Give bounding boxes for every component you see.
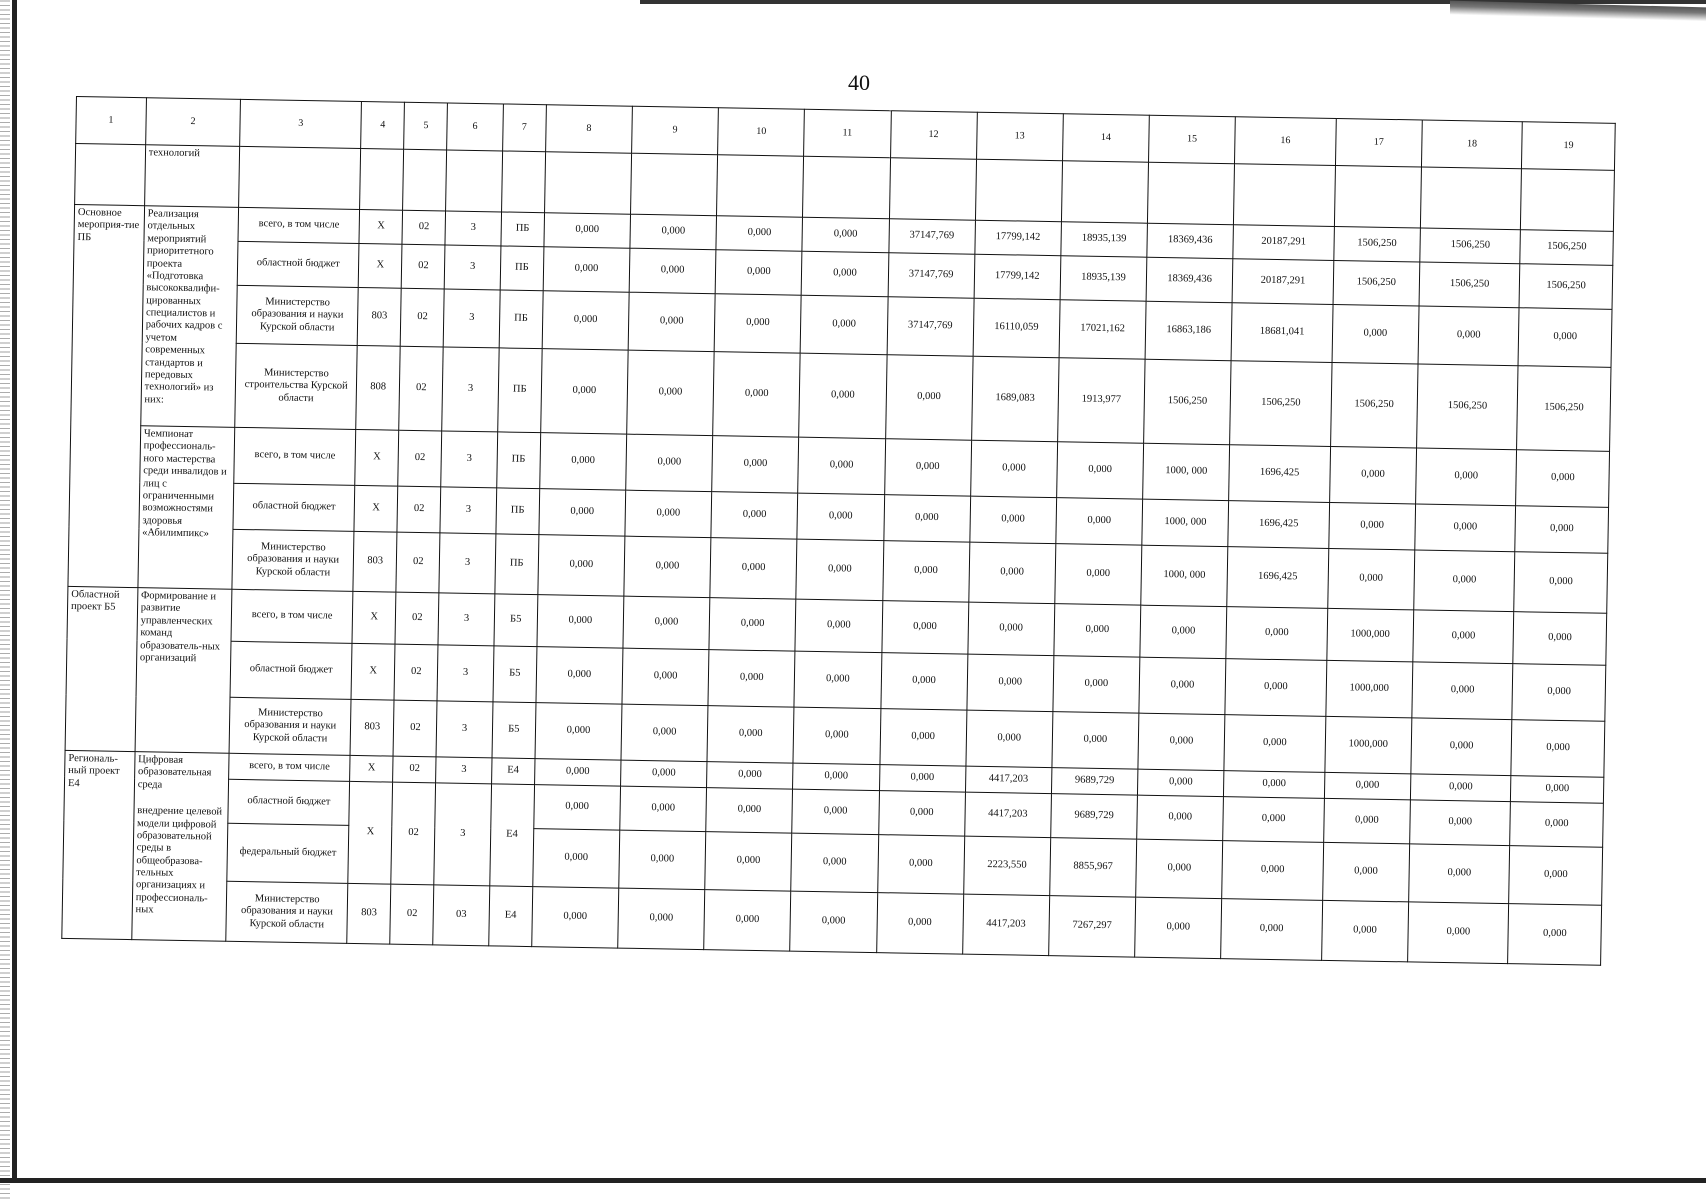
value-cell: 1506,250 [1416,364,1518,450]
value-cell: 0,000 [879,765,966,792]
value-cell: 0,000 [1137,795,1224,840]
code-col-5: 02 [393,700,437,757]
column-header-11: 11 [804,109,891,157]
column-header-18: 18 [1421,120,1522,169]
section-description-title: Цифровая образовательная среда [137,754,212,791]
budget-table [61,96,1615,966]
value-cell: 0,000 [1139,657,1226,714]
code-col-5: 02 [398,430,442,487]
code-col-6: 03 [433,885,489,946]
row-label: областной бюджет [228,779,350,825]
value-cell: 0,000 [1329,446,1416,503]
code-col-4: X [354,485,398,532]
column-header-17: 17 [1335,118,1422,166]
value-cell: 0,000 [1329,502,1416,549]
column-header-10: 10 [718,108,805,156]
value-cell: 0,000 [876,893,963,954]
row-label: всего, в том числе [231,589,353,643]
value-cell: 1506,250 [1334,226,1421,261]
value-cell: 1696,425 [1229,445,1331,503]
code-col-4: X [359,209,403,244]
value-cell: 0,000 [707,762,794,789]
section-label: Основное мероприя-тие ПБ [68,204,144,587]
value-cell: 1000, 000 [1142,499,1229,546]
column-header-13: 13 [976,112,1063,160]
column-header-8: 8 [545,105,632,153]
code-col-6: 3 [437,645,493,702]
value-cell: 0,000 [1226,607,1327,661]
value-cell: 0,000 [883,495,970,542]
value-cell: 0,000 [884,439,971,496]
code-col-4: 803 [357,287,401,346]
value-cell: 0,000 [877,835,964,894]
value-cell: 0,000 [535,703,622,760]
value-cell: 9689,729 [1051,768,1138,795]
value-cell: 0,000 [715,250,802,295]
value-cell: 4417,203 [964,792,1051,837]
value-cell: 1913,977 [1057,358,1145,443]
code-col-5: 02 [399,346,444,431]
value-cell: 0,000 [1409,844,1511,904]
value-cell: 0,000 [1516,450,1609,508]
value-cell: 0,000 [621,760,708,787]
value-cell: 0,000 [1514,552,1608,614]
column-header-3: 3 [240,99,362,148]
code-col-5: 02 [390,884,434,945]
value-cell: 18369,436 [1146,257,1233,302]
value-cell: 1696,425 [1227,547,1329,609]
budget-table-sheet [61,96,1615,966]
value-cell: 0,000 [1324,772,1411,800]
row-label: областной бюджет [230,641,352,699]
value-cell: 1506,250 [1517,366,1611,452]
row-label: всего, в том числе [234,427,356,485]
column-header-14: 14 [1062,114,1149,162]
code-col-7: Б5 [493,646,537,703]
value-cell: 0,000 [1416,448,1518,506]
value-cell: 1506,250 [1330,362,1418,447]
row-label: Министерство образования и науки Курской области [236,285,358,345]
value-cell: 1000,000 [1325,716,1412,773]
value-cell: 8855,967 [1050,838,1137,897]
code-col-6: 3 [438,593,494,646]
value-cell: 0,000 [1223,797,1324,843]
value-cell: 2223,550 [963,836,1050,895]
code-col-5: 02 [395,592,439,645]
value-cell: 0,000 [711,492,798,539]
scan-edge [0,0,10,1200]
value-cell: 0,000 [796,539,883,600]
value-cell: 0,000 [1418,306,1520,366]
value-cell: 0,000 [802,217,889,252]
column-header-5: 5 [404,102,448,150]
value-cell: 1000,000 [1326,660,1413,717]
row-label: Министерство образования и науки Курской области [232,529,354,591]
value-cell: 0,000 [539,489,626,536]
value-cell: 0,000 [970,496,1057,543]
value-cell: 0,000 [792,789,879,834]
cell-empty [75,144,146,206]
section-description [132,752,230,942]
value-cell: 0,000 [1135,897,1222,958]
value-cell: 0,000 [618,888,705,949]
value-cell: 37147,769 [888,253,975,298]
value-cell: 0,000 [795,599,882,652]
value-cell: 0,000 [716,216,803,251]
column-header-6: 6 [447,103,503,151]
code-col-7: ПБ [496,432,540,489]
value-cell: 0,000 [1515,506,1608,554]
value-cell: 1506,250 [1520,264,1613,310]
value-cell: 0,000 [542,291,629,350]
code-col-7: ПБ [501,212,545,247]
code-col-5: 02 [400,288,444,347]
row-label: областной бюджет [233,483,355,531]
subsection-description: Реализация отдельных мероприятий приоритетного проекта «Подготовка высококвалифи-цированных специалистов и рабочих кадров с учетом современных стандартов и передовых технологий» из них: [141,206,239,428]
value-cell: 1506,250 [1333,260,1420,305]
value-cell: 9689,729 [1051,794,1138,839]
value-cell: 0,000 [797,493,884,540]
code-col-7: ПБ [499,290,543,349]
code-col-4: 808 [356,345,401,430]
code-col-7: Е4 [491,758,535,785]
code-col-6: 3 [439,533,495,594]
code-col-5: 02 [401,244,445,289]
value-cell: 0,000 [1328,548,1415,609]
code-col-5: 02 [393,756,437,783]
value-cell: 0,000 [1415,504,1516,552]
value-cell: 20187,291 [1232,259,1333,305]
code-col-6: 3 [434,783,491,886]
section-label: Региональ-ный проект Е4 [62,750,135,939]
value-cell: 0,000 [798,437,885,494]
column-header-15: 15 [1149,115,1236,163]
value-cell: 0,000 [1054,604,1141,657]
value-cell: 0,000 [793,707,880,764]
value-cell: 0,000 [630,214,717,249]
value-cell: 0,000 [880,653,967,710]
value-cell: 0,000 [533,829,620,888]
value-cell: 0,000 [537,595,624,648]
value-cell: 4417,203 [962,894,1049,955]
value-cell: 0,000 [1518,308,1612,368]
section-label: Областной проект Б5 [65,586,138,751]
value-cell: 0,000 [705,832,792,891]
value-cell: 0,000 [970,440,1057,497]
value-cell: 18369,436 [1147,223,1234,258]
value-cell: 0,000 [1412,662,1514,720]
scan-border-bottom [0,1178,1706,1183]
value-cell: 0,000 [1221,899,1323,961]
value-cell: 0,000 [709,598,796,651]
value-cell: 0,000 [627,350,715,435]
value-cell: 0,000 [878,791,965,836]
code-col-5: 02 [397,486,441,533]
table-body [62,97,1615,966]
value-cell: 0,000 [790,891,877,952]
value-cell: 1689,083 [971,356,1059,441]
column-header-12: 12 [890,111,977,159]
value-cell: 0,000 [712,436,799,493]
value-cell: 0,000 [800,295,887,354]
value-cell: 0,000 [885,355,973,440]
value-cell: 0,000 [1411,718,1513,776]
row-label: всего, в том числе [229,753,350,781]
value-cell: 16863,186 [1145,301,1232,360]
value-cell: 0,000 [624,536,711,597]
value-cell: 18935,139 [1060,256,1147,301]
code-col-4: X [358,243,402,288]
value-cell: 0,000 [1509,846,1603,906]
value-cell: 37147,769 [888,219,975,254]
value-cell: 0,000 [1332,304,1419,363]
value-cell: 17799,142 [975,220,1062,255]
code-col-4: 803 [347,883,391,944]
value-cell: 0,000 [534,759,621,786]
code-col-7: ПБ [495,534,539,595]
value-cell: 0,000 [714,294,801,353]
value-cell: 7267,297 [1049,896,1136,957]
value-cell: 0,000 [1513,612,1606,666]
code-col-4: 803 [350,699,394,756]
row-label: Министерство образования и науки Курской области [229,697,351,755]
value-cell: 0,000 [629,248,716,293]
value-cell: 0,000 [619,830,706,889]
code-col-7: Е4 [490,784,535,887]
value-cell: 0,000 [706,788,793,833]
value-cell: 1000,000 [1327,608,1414,661]
column-header-19: 19 [1522,122,1615,171]
value-cell: 0,000 [620,786,707,831]
value-cell: 0,000 [713,352,801,437]
code-col-7: Е4 [488,886,532,947]
value-cell: 0,000 [1414,550,1516,612]
value-cell: 0,000 [1512,664,1605,722]
value-cell: 0,000 [541,349,629,434]
value-cell: 0,000 [882,541,969,602]
value-cell: 17799,142 [974,254,1061,299]
code-col-6: 3 [445,245,501,290]
value-cell: 0,000 [1140,605,1227,658]
code-col-6: 3 [436,701,492,758]
value-cell: 0,000 [540,433,627,490]
value-cell: 0,000 [1413,610,1514,664]
value-cell: 0,000 [707,706,794,763]
code-col-6: 3 [440,487,496,534]
value-cell: 1000, 000 [1143,443,1230,500]
value-cell: 0,000 [534,785,621,830]
value-cell: 4417,203 [965,766,1052,793]
value-cell: 0,000 [1222,841,1324,901]
column-header-16: 16 [1235,117,1336,166]
code-col-5: 02 [391,782,436,885]
value-cell: 0,000 [879,709,966,766]
code-col-4: 803 [353,531,397,592]
value-cell: 0,000 [628,292,715,351]
value-cell: 0,000 [966,710,1053,767]
column-header-9: 9 [632,106,719,154]
value-cell: 0,000 [799,353,887,438]
value-cell: 0,000 [1410,774,1511,802]
row-label: Министерство строительства Курской области [235,343,358,429]
value-cell: 0,000 [622,648,709,705]
value-cell: 1696,425 [1228,501,1329,549]
section-description: Формирование и развитие управленческих команд образователь-ных организаций [135,588,232,754]
row-label: федеральный бюджет [227,823,349,883]
code-col-6: 3 [445,211,501,246]
code-col-6: 3 [436,757,492,784]
value-cell: 0,000 [1511,776,1604,804]
continuation-text: технологий [144,145,239,208]
value-cell: 20187,291 [1233,225,1334,261]
value-cell: 0,000 [704,890,791,951]
subsection-description: Чемпионат профессиональ-ного мастерства среди инвалидов и лиц с ограниченными возможностями здоровья «Абилимпикс» [138,426,235,590]
code-col-6: 3 [442,347,499,432]
row-label: областной бюджет [237,241,359,287]
code-col-7: ПБ [500,246,544,291]
value-cell: 0,000 [1136,839,1223,898]
value-cell: 0,000 [1053,656,1140,713]
section-description-body: внедрение целевой модели цифровой образовательной среды в общеобразова-тельных организациях и профессиональ-ных [135,805,223,916]
value-cell: 0,000 [1408,902,1510,964]
column-header-2: 2 [145,98,240,147]
value-cell: 0,000 [623,596,710,649]
value-cell: 0,000 [967,654,1054,711]
value-cell: 0,000 [1055,544,1142,605]
value-cell: 16110,059 [973,298,1060,357]
value-cell: 1000, 000 [1141,545,1228,606]
code-col-7: Б5 [494,594,538,647]
value-cell: 0,000 [708,650,795,707]
value-cell: 0,000 [1321,900,1408,961]
value-cell: 0,000 [626,434,713,491]
value-cell: 0,000 [969,542,1056,603]
column-header-1: 1 [76,97,147,145]
value-cell: 0,000 [968,602,1055,655]
code-col-6: 3 [444,289,500,348]
value-cell: 0,000 [801,251,888,296]
code-col-4: X [355,429,399,486]
value-cell: 0,000 [1224,771,1325,799]
value-cell: 37147,769 [887,297,974,356]
value-cell: 0,000 [625,490,712,537]
value-cell: 0,000 [794,651,881,708]
value-cell: 0,000 [1052,712,1139,769]
column-header-4: 4 [361,101,405,149]
code-col-5: 02 [396,532,440,593]
value-cell: 0,000 [881,601,968,654]
value-cell: 18681,041 [1231,303,1333,363]
value-cell: 18935,139 [1061,222,1148,257]
value-cell: 0,000 [621,704,708,761]
value-cell: 0,000 [1138,769,1225,796]
row-label: Министерство образования и науки Курской области [226,881,348,943]
value-cell: 0,000 [1510,802,1603,848]
code-col-4: X [350,755,394,782]
value-cell: 0,000 [1323,798,1410,843]
code-col-4: X [352,591,396,644]
value-cell: 0,000 [1224,715,1326,773]
code-col-4: X [351,643,395,700]
scan-border-left [12,0,17,1180]
value-cell: 0,000 [1511,720,1604,778]
value-cell: 0,000 [544,213,631,248]
code-col-5: 02 [402,210,446,245]
value-cell: 0,000 [1056,498,1143,545]
value-cell: 0,000 [532,887,619,948]
value-cell: 0,000 [793,763,880,790]
code-col-5: 02 [394,644,438,701]
value-cell: 1506,250 [1419,262,1520,308]
value-cell: 0,000 [791,833,878,892]
value-cell: 0,000 [710,538,797,599]
value-cell: 0,000 [1225,659,1327,717]
value-cell: 1506,250 [1520,230,1613,266]
value-cell: 1506,250 [1230,361,1332,447]
row-label: всего, в том числе [238,207,360,243]
value-cell: 1506,250 [1420,228,1521,264]
value-cell: 0,000 [536,647,623,704]
value-cell: 0,000 [1508,904,1602,966]
value-cell: 17021,162 [1059,300,1146,359]
code-col-6: 3 [441,431,497,488]
code-col-4: X [348,781,393,884]
column-header-7: 7 [502,104,546,152]
value-cell: 0,000 [1138,713,1225,770]
code-col-7: ПБ [496,488,540,535]
value-cell: 1506,250 [1144,359,1232,444]
page-number: 40 [848,70,870,95]
value-cell: 0,000 [1057,442,1144,499]
value-cell: 0,000 [538,535,625,596]
value-cell: 0,000 [1410,800,1511,846]
code-col-7: ПБ [497,348,542,433]
code-col-7: Б5 [492,702,536,759]
value-cell: 0,000 [1322,842,1409,901]
value-cell: 0,000 [543,247,630,292]
